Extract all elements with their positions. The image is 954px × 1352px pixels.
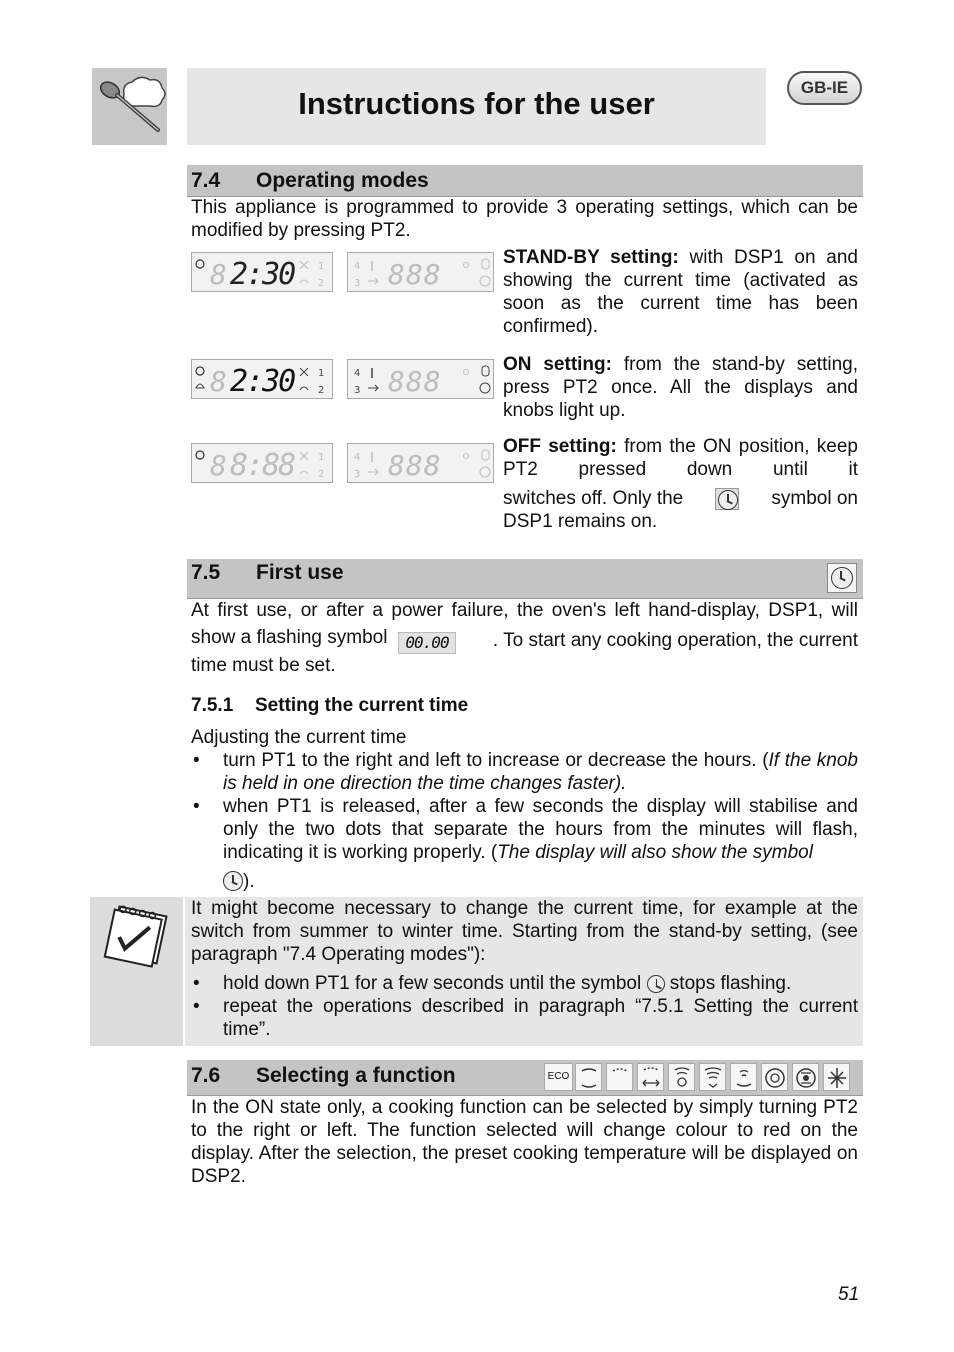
- header-title-box: [187, 68, 766, 145]
- setting-time-text: [191, 726, 858, 893]
- fan-oven-icon: [792, 1063, 819, 1091]
- section-number: 7.5: [191, 561, 221, 584]
- region-badge: GB-IE: [787, 71, 862, 105]
- level-4-label: 4: [354, 368, 361, 379]
- temperature-digits: 888: [388, 258, 442, 291]
- digit-ghost: 8: [210, 449, 227, 482]
- section-title: Operating modes: [256, 169, 429, 192]
- section-bar-7-5: [187, 559, 863, 599]
- time-digits: 2:30: [230, 364, 295, 399]
- operating-modes-intro: This appliance is programmed to provide 3 operating settings, which can be modified by pressing PT2.: [191, 197, 858, 241]
- section-bar-7-4: [187, 165, 863, 197]
- note-bullet-item: • repeat the operations described in paragraph “7.5.1 Setting the current time”.: [191, 995, 858, 1041]
- note-bullet-item: • hold down PT1 for a few seconds until the symbol stops flashing.: [191, 972, 858, 995]
- time-digits: 2:30: [230, 257, 295, 292]
- defrost-icon: [823, 1063, 850, 1091]
- time-digits: 8:88: [230, 448, 295, 483]
- on-label: ON setting:: [503, 354, 612, 375]
- zone-2-label: 2: [318, 385, 325, 396]
- level-4-label: 4: [354, 261, 361, 272]
- dsp1-on-display: [191, 359, 333, 399]
- section-title: First use: [256, 561, 344, 584]
- clock-icon: [647, 975, 665, 993]
- zone-1-label: 1: [318, 368, 325, 379]
- cook-zone-symbol: [300, 452, 308, 460]
- clock-icon: [223, 871, 243, 891]
- chef-logo: [92, 68, 167, 145]
- off-text-b: switches off. Only the: [503, 488, 684, 509]
- page-number: 51: [838, 1284, 860, 1305]
- standby-text: with DSP1 on and showing the current time (activated as soon as the current time has been confirmed).: [503, 247, 858, 337]
- top-bottom-heat-icon: [575, 1063, 602, 1091]
- probe-symbol: [368, 385, 378, 391]
- level-4-label: 4: [354, 452, 361, 463]
- fan-ring-icon: [761, 1063, 788, 1091]
- digit-ghost: 8: [210, 258, 227, 291]
- clock-symbol: [196, 260, 204, 268]
- zone-1-label: 1: [318, 261, 325, 272]
- clock-icon: [827, 563, 857, 593]
- note-text: [191, 897, 858, 1041]
- clock-icon: [715, 488, 739, 510]
- lock-symbol: [482, 259, 489, 269]
- bullet-item: • when PT1 is released, after a few seconds the display will stabilise and only the two dots that separate the hours from the minutes will flash, indicating it is working properly. (The display will also show the symbol ).: [191, 795, 858, 893]
- temperature-digits: 888: [388, 449, 442, 482]
- section-number: 7.4: [191, 169, 221, 192]
- dsp1-standby-display: [191, 252, 333, 292]
- cook-zone-symbol-2: [300, 280, 308, 283]
- first-use-line-2: show a flashing symbol: [191, 627, 388, 648]
- bell-symbol: [196, 384, 204, 388]
- degree-symbol: [464, 454, 469, 459]
- cook-zone-symbol: [300, 261, 308, 269]
- cook-zone-symbol: [300, 368, 308, 376]
- temperature-digits: 888: [388, 365, 442, 398]
- dsp2-off-display: [347, 443, 494, 483]
- fan-grill-icon: [668, 1063, 695, 1091]
- level-3-label: 3: [354, 385, 361, 396]
- digit-ghost: 8: [210, 365, 227, 398]
- level-3-label: 3: [354, 469, 361, 480]
- zone-2-label: 2: [318, 278, 325, 289]
- notepad-check-icon: [90, 897, 185, 1046]
- top-heat-icon: [606, 1063, 633, 1091]
- grill-icon: [699, 1063, 726, 1091]
- spoon-chef-hat-icon: [92, 68, 167, 145]
- memory-symbol: [480, 467, 490, 477]
- grill-fan-icon: [637, 1063, 664, 1091]
- dsp2-standby-display: [347, 252, 494, 292]
- subsection-title: Setting the current time: [255, 695, 469, 716]
- on-text: from the stand-by setting, press PT2 once. All the displays and knobs light up.: [503, 354, 858, 421]
- eco-function-icon: ECO: [544, 1063, 573, 1091]
- degree-symbol: [464, 263, 469, 268]
- off-label: OFF setting:: [503, 436, 617, 457]
- level-3-label: 3: [354, 278, 361, 289]
- subsection-title-7-5-1: [191, 694, 469, 717]
- flashing-time-symbol: 00.00: [398, 632, 456, 654]
- zone-1-label: 1: [318, 452, 325, 463]
- clock-symbol: [196, 451, 204, 459]
- first-use-paragraph: [191, 599, 858, 677]
- bullet-item: • turn PT1 to the right and left to increase or decrease the hours. (If the knob is held in one direction the time changes faster).: [191, 749, 858, 795]
- memory-symbol: [480, 383, 490, 393]
- probe-symbol: [368, 469, 378, 475]
- off-text-a: from the ON position, keep PT2 pressed down until it: [503, 436, 858, 480]
- degree-symbol: [464, 370, 469, 375]
- dsp1-off-display: [191, 443, 333, 483]
- lock-symbol: [482, 450, 489, 460]
- off-text-c-rest: DSP1 remains on.: [503, 511, 658, 532]
- standby-label: STAND-BY setting:: [503, 247, 679, 268]
- page-title: Instructions for the user: [298, 86, 655, 121]
- adjusting-label: Adjusting the current time: [191, 727, 407, 748]
- zone-2-label: 2: [318, 469, 325, 480]
- on-description: [503, 353, 858, 422]
- first-use-line-1: At first use, or after a power failure, the oven's left hand-display, DSP1, will: [191, 600, 858, 621]
- standby-description: [503, 246, 858, 338]
- cook-zone-symbol-2: [300, 471, 308, 474]
- first-use-line-2b: . To start any cooking operation, the current: [492, 629, 858, 651]
- cook-zone-symbol-2: [300, 387, 308, 390]
- off-text-c-first: symbol on: [771, 488, 858, 509]
- probe-symbol: [368, 278, 378, 284]
- first-use-line-3: time must be set.: [191, 655, 336, 676]
- section-number: 7.6: [191, 1064, 221, 1087]
- off-description: [503, 435, 858, 533]
- section-title: Selecting a function: [256, 1064, 456, 1087]
- note-icon-area: [90, 897, 185, 1046]
- selecting-function-text: In the ON state only, a cooking function can be selected by simply turning PT2 to the right or left. The function selected will change colour to red on the display. After the selection, the preset cooking temperature will be displayed on DSP2.: [191, 1097, 858, 1187]
- dsp2-on-display: [347, 359, 494, 399]
- bottom-fan-icon: [730, 1063, 757, 1091]
- subsection-number: 7.5.1: [191, 695, 234, 716]
- lock-symbol: [482, 366, 489, 376]
- clock-symbol: [196, 367, 204, 375]
- note-paragraph: It might become necessary to change the current time, for example at the switch from summer to winter time. Starting from the stand-by setting, (see paragraph "7.4 Operating modes"):: [191, 898, 858, 965]
- memory-symbol: [480, 276, 490, 286]
